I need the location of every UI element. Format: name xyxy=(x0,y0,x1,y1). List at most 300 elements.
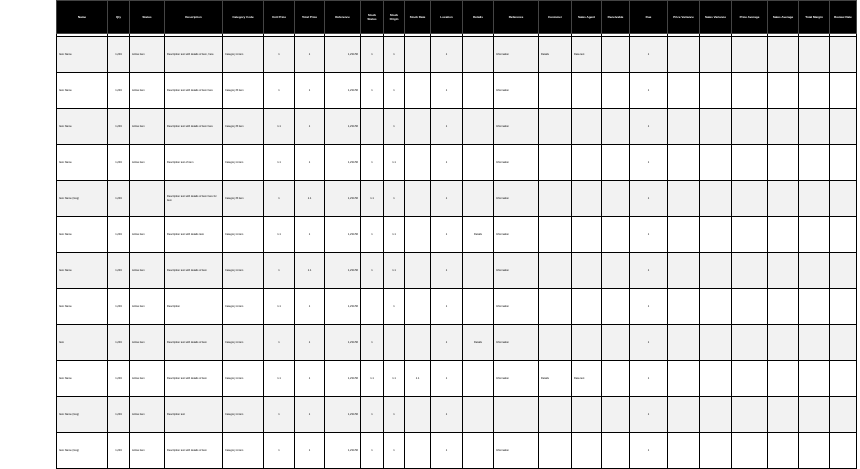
table-cell[interactable] xyxy=(361,109,384,145)
table-cell[interactable]: Item Name xyxy=(57,37,108,73)
table-cell[interactable] xyxy=(361,289,384,325)
table-cell[interactable] xyxy=(539,109,572,145)
column-header[interactable]: Total Price xyxy=(295,1,325,34)
table-cell[interactable]: Description text with details of item here xyxy=(165,109,223,145)
table-cell[interactable]: Information xyxy=(494,37,539,73)
table-cell[interactable]: 1,234 xyxy=(108,145,130,181)
table-cell[interactable]: Description text with details of item xyxy=(165,253,223,289)
table-cell[interactable]: 1 xyxy=(630,253,668,289)
column-header[interactable]: Stock Origin xyxy=(384,1,405,34)
table-cell[interactable] xyxy=(405,109,431,145)
table-cell[interactable] xyxy=(668,289,700,325)
table-cell[interactable]: Information xyxy=(494,361,539,397)
table-cell[interactable] xyxy=(830,145,857,181)
table-cell[interactable]: 1 xyxy=(264,397,295,433)
table-cell[interactable]: 1.1 xyxy=(384,361,405,397)
table-cell[interactable] xyxy=(799,109,830,145)
table-cell[interactable] xyxy=(732,397,768,433)
table-cell[interactable]: 1 xyxy=(361,37,384,73)
table-cell[interactable] xyxy=(405,73,431,109)
table-cell[interactable]: 1.1 xyxy=(264,361,295,397)
table-cell[interactable] xyxy=(602,217,630,253)
table-cell[interactable]: Item Name xyxy=(57,253,108,289)
table-cell[interactable] xyxy=(602,433,630,469)
table-cell[interactable]: Category A item xyxy=(223,217,264,253)
table-cell[interactable] xyxy=(799,433,830,469)
table-cell[interactable]: 1 xyxy=(295,217,325,253)
table-cell[interactable] xyxy=(572,253,602,289)
table-cell[interactable]: 1 xyxy=(630,73,668,109)
table-cell[interactable] xyxy=(668,73,700,109)
table-cell[interactable]: 1 xyxy=(384,181,405,217)
table-cell[interactable]: Description text with details of item xyxy=(165,325,223,361)
table-cell[interactable]: 1 xyxy=(384,73,405,109)
table-row[interactable] xyxy=(57,433,857,469)
table-cell[interactable] xyxy=(572,217,602,253)
table-cell[interactable] xyxy=(463,109,494,145)
table-cell[interactable] xyxy=(799,181,830,217)
table-cell[interactable]: 1 xyxy=(264,181,295,217)
table-cell[interactable]: 1,234.56 xyxy=(325,361,361,397)
table-cell[interactable]: 1.1 xyxy=(361,361,384,397)
table-row[interactable] xyxy=(57,289,857,325)
table-cell[interactable]: 1.1 xyxy=(264,145,295,181)
table-cell[interactable] xyxy=(768,181,799,217)
table-cell[interactable]: 1,234.56 xyxy=(325,73,361,109)
table-cell[interactable] xyxy=(539,145,572,181)
table-cell[interactable]: 1,234.56 xyxy=(325,217,361,253)
table-cell[interactable] xyxy=(768,289,799,325)
table-cell[interactable]: Data text xyxy=(572,361,602,397)
table-cell[interactable] xyxy=(602,37,630,73)
table-cell[interactable] xyxy=(463,145,494,181)
table-cell[interactable] xyxy=(668,109,700,145)
table-cell[interactable] xyxy=(830,361,857,397)
table-cell[interactable]: Information xyxy=(494,109,539,145)
table-cell[interactable]: 1.1 xyxy=(295,181,325,217)
table-cell[interactable]: Active item xyxy=(130,325,165,361)
table-cell[interactable] xyxy=(572,181,602,217)
table-cell[interactable]: Category A item xyxy=(223,37,264,73)
table-cell[interactable]: Information xyxy=(494,289,539,325)
table-cell[interactable]: 1 xyxy=(295,325,325,361)
table-cell[interactable]: 1.1 xyxy=(384,145,405,181)
column-header[interactable]: Reference xyxy=(325,1,361,34)
table-cell[interactable]: 1 xyxy=(295,289,325,325)
table-cell[interactable]: 1 xyxy=(384,289,405,325)
table-cell[interactable]: 1,234 xyxy=(108,181,130,217)
table-cell[interactable] xyxy=(732,109,768,145)
table-row[interactable] xyxy=(57,73,857,109)
table-cell[interactable]: 1,234.56 xyxy=(325,253,361,289)
table-row[interactable] xyxy=(57,397,857,433)
table-cell[interactable] xyxy=(405,217,431,253)
table-cell[interactable]: 1,234.56 xyxy=(325,145,361,181)
column-header[interactable]: Status xyxy=(130,1,165,34)
table-cell[interactable] xyxy=(130,181,165,217)
table-cell[interactable]: Category A item xyxy=(223,397,264,433)
table-cell[interactable] xyxy=(572,325,602,361)
table-cell[interactable] xyxy=(463,181,494,217)
column-header[interactable]: Price Average xyxy=(732,1,768,34)
table-cell[interactable]: Description text with details item xyxy=(165,217,223,253)
table-cell[interactable] xyxy=(572,397,602,433)
table-cell[interactable] xyxy=(768,37,799,73)
table-cell[interactable] xyxy=(572,145,602,181)
table-cell[interactable] xyxy=(602,397,630,433)
table-cell[interactable] xyxy=(602,109,630,145)
table-cell[interactable]: 1 xyxy=(264,325,295,361)
table-cell[interactable]: Details xyxy=(539,361,572,397)
table-cell[interactable]: Active item xyxy=(130,109,165,145)
table-cell[interactable]: 1 xyxy=(384,397,405,433)
table-cell[interactable] xyxy=(700,145,732,181)
table-cell[interactable]: 1,234 xyxy=(108,397,130,433)
table-cell[interactable]: 1 xyxy=(295,397,325,433)
table-cell[interactable] xyxy=(539,289,572,325)
column-header[interactable]: Location xyxy=(431,1,463,34)
table-cell[interactable] xyxy=(668,397,700,433)
table-cell[interactable]: 1 xyxy=(361,433,384,469)
table-cell[interactable]: 1.1 xyxy=(264,289,295,325)
table-cell[interactable]: Category B item xyxy=(223,109,264,145)
table-cell[interactable]: 1.1 xyxy=(384,217,405,253)
table-cell[interactable] xyxy=(463,253,494,289)
table-cell[interactable]: Category B item xyxy=(223,73,264,109)
table-cell[interactable] xyxy=(602,253,630,289)
table-cell[interactable]: 1 xyxy=(630,217,668,253)
table-cell[interactable] xyxy=(768,433,799,469)
table-cell[interactable] xyxy=(572,109,602,145)
table-cell[interactable]: Description text with details of item here for item xyxy=(165,181,223,217)
table-cell[interactable]: 1 xyxy=(384,433,405,469)
table-cell[interactable]: 1 xyxy=(264,37,295,73)
table-cell[interactable] xyxy=(799,37,830,73)
table-cell[interactable] xyxy=(539,73,572,109)
table-cell[interactable]: Details xyxy=(539,37,572,73)
table-cell[interactable] xyxy=(830,325,857,361)
table-cell[interactable] xyxy=(830,433,857,469)
table-cell[interactable] xyxy=(799,325,830,361)
table-cell[interactable] xyxy=(572,433,602,469)
table-cell[interactable] xyxy=(732,145,768,181)
table-cell[interactable] xyxy=(830,73,857,109)
table-cell[interactable] xyxy=(668,253,700,289)
column-header[interactable]: Receivable xyxy=(602,1,630,34)
table-cell[interactable]: Item Name xyxy=(57,289,108,325)
table-cell[interactable] xyxy=(405,289,431,325)
table-cell[interactable]: Item Name (long) xyxy=(57,397,108,433)
table-cell[interactable] xyxy=(830,217,857,253)
table-cell[interactable]: 1.1 xyxy=(384,253,405,289)
table-cell[interactable] xyxy=(830,397,857,433)
table-cell[interactable]: 1 xyxy=(431,73,463,109)
table-cell[interactable] xyxy=(700,73,732,109)
table-cell[interactable]: Information xyxy=(494,145,539,181)
table-cell[interactable] xyxy=(700,433,732,469)
table-cell[interactable]: Active item xyxy=(130,253,165,289)
table-cell[interactable]: 1 xyxy=(264,253,295,289)
table-cell[interactable]: 1 xyxy=(361,217,384,253)
table-cell[interactable]: 1 xyxy=(361,253,384,289)
table-cell[interactable] xyxy=(405,325,431,361)
table-cell[interactable]: Active item xyxy=(130,73,165,109)
table-cell[interactable]: 1.1 xyxy=(264,109,295,145)
table-cell[interactable]: Category A item xyxy=(223,289,264,325)
column-header[interactable]: Due xyxy=(630,1,668,34)
table-cell[interactable]: 1 xyxy=(630,433,668,469)
table-cell[interactable]: 1 xyxy=(295,73,325,109)
table-cell[interactable]: Item Name (long) xyxy=(57,181,108,217)
table-cell[interactable]: Information xyxy=(494,73,539,109)
table-cell[interactable] xyxy=(463,37,494,73)
table-cell[interactable] xyxy=(668,37,700,73)
table-cell[interactable]: 1 xyxy=(361,397,384,433)
table-cell[interactable]: Item Name xyxy=(57,217,108,253)
table-cell[interactable]: 1,234.56 xyxy=(325,397,361,433)
table-cell[interactable]: Description xyxy=(165,289,223,325)
table-cell[interactable] xyxy=(799,361,830,397)
table-row[interactable] xyxy=(57,217,857,253)
table-cell[interactable] xyxy=(539,181,572,217)
table-cell[interactable] xyxy=(602,181,630,217)
table-cell[interactable] xyxy=(700,109,732,145)
column-header[interactable]: Reference xyxy=(494,1,539,34)
table-cell[interactable] xyxy=(732,181,768,217)
table-cell[interactable] xyxy=(700,37,732,73)
table-cell[interactable]: 1 xyxy=(630,109,668,145)
table-cell[interactable] xyxy=(799,217,830,253)
table-cell[interactable] xyxy=(602,289,630,325)
table-cell[interactable]: Description text with details of item xyxy=(165,361,223,397)
table-cell[interactable] xyxy=(494,397,539,433)
table-cell[interactable]: Active item xyxy=(130,217,165,253)
column-header[interactable]: Sales Agent xyxy=(572,1,602,34)
table-cell[interactable]: 1.1 xyxy=(405,361,431,397)
table-row[interactable] xyxy=(57,253,857,289)
table-cell[interactable] xyxy=(405,433,431,469)
table-cell[interactable] xyxy=(830,253,857,289)
table-cell[interactable] xyxy=(463,73,494,109)
table-cell[interactable]: Details xyxy=(463,217,494,253)
column-header[interactable]: Review Date xyxy=(830,1,857,34)
table-cell[interactable]: Category A item xyxy=(223,361,264,397)
table-cell[interactable]: Description text xyxy=(165,397,223,433)
table-cell[interactable]: Item Name xyxy=(57,109,108,145)
table-cell[interactable] xyxy=(463,361,494,397)
table-cell[interactable] xyxy=(768,109,799,145)
table-cell[interactable]: Item Name xyxy=(57,361,108,397)
table-cell[interactable] xyxy=(830,37,857,73)
table-cell[interactable] xyxy=(732,325,768,361)
table-cell[interactable]: 1 xyxy=(630,289,668,325)
table-cell[interactable]: Description text with details of item xyxy=(165,433,223,469)
table-cell[interactable] xyxy=(700,289,732,325)
table-cell[interactable]: 1 xyxy=(630,361,668,397)
column-header[interactable]: Details xyxy=(463,1,494,34)
table-cell[interactable]: 1 xyxy=(361,145,384,181)
column-header[interactable]: Category Code xyxy=(223,1,264,34)
table-cell[interactable]: 1.1 xyxy=(264,217,295,253)
table-cell[interactable] xyxy=(405,37,431,73)
table-cell[interactable]: 1,234 xyxy=(108,325,130,361)
table-cell[interactable] xyxy=(768,217,799,253)
table-cell[interactable]: 1 xyxy=(431,109,463,145)
table-cell[interactable]: 1 xyxy=(431,289,463,325)
column-header[interactable]: Name xyxy=(57,1,108,34)
table-cell[interactable] xyxy=(572,73,602,109)
table-cell[interactable]: 1,234 xyxy=(108,253,130,289)
table-cell[interactable] xyxy=(768,253,799,289)
column-header[interactable]: Qty xyxy=(108,1,130,34)
table-cell[interactable] xyxy=(463,397,494,433)
table-cell[interactable] xyxy=(463,433,494,469)
table-cell[interactable] xyxy=(539,397,572,433)
table-cell[interactable] xyxy=(732,217,768,253)
column-header[interactable]: Unit Price xyxy=(264,1,295,34)
table-cell[interactable] xyxy=(602,325,630,361)
table-cell[interactable] xyxy=(668,361,700,397)
table-cell[interactable]: Active item xyxy=(130,289,165,325)
table-cell[interactable] xyxy=(732,433,768,469)
table-cell[interactable]: 1 xyxy=(630,37,668,73)
table-cell[interactable]: 1,234.56 xyxy=(325,289,361,325)
column-header[interactable]: Sales Variance xyxy=(700,1,732,34)
table-row[interactable] xyxy=(57,145,857,181)
table-cell[interactable]: 1,234.56 xyxy=(325,181,361,217)
table-cell[interactable]: 1,234 xyxy=(108,289,130,325)
table-cell[interactable] xyxy=(732,73,768,109)
table-cell[interactable] xyxy=(405,145,431,181)
table-cell[interactable]: Information xyxy=(494,433,539,469)
table-cell[interactable] xyxy=(768,397,799,433)
column-header[interactable]: Price Variance xyxy=(668,1,700,34)
table-cell[interactable] xyxy=(768,145,799,181)
table-cell[interactable]: 1 xyxy=(431,361,463,397)
table-cell[interactable]: Description text of item xyxy=(165,145,223,181)
table-cell[interactable] xyxy=(830,109,857,145)
table-cell[interactable]: 1 xyxy=(431,145,463,181)
table-cell[interactable]: Active item xyxy=(130,37,165,73)
table-cell[interactable] xyxy=(405,181,431,217)
table-cell[interactable] xyxy=(700,217,732,253)
table-cell[interactable] xyxy=(539,433,572,469)
table-cell[interactable]: Active item xyxy=(130,361,165,397)
table-cell[interactable]: Description text with details of item, here xyxy=(165,37,223,73)
column-header[interactable]: Sales Average xyxy=(768,1,799,34)
table-cell[interactable]: 1,234.56 xyxy=(325,37,361,73)
table-cell[interactable]: 1.1 xyxy=(295,253,325,289)
table-cell[interactable] xyxy=(732,37,768,73)
table-cell[interactable]: Active item xyxy=(130,433,165,469)
table-cell[interactable] xyxy=(768,325,799,361)
column-header[interactable]: Customer xyxy=(539,1,572,34)
table-row[interactable] xyxy=(57,325,857,361)
table-cell[interactable]: 1 xyxy=(295,109,325,145)
table-cell[interactable]: 1 xyxy=(384,109,405,145)
table-cell[interactable] xyxy=(602,361,630,397)
table-cell[interactable]: 1 xyxy=(431,433,463,469)
table-cell[interactable] xyxy=(539,253,572,289)
table-cell[interactable] xyxy=(799,289,830,325)
column-header[interactable]: Stock Status xyxy=(361,1,384,34)
table-cell[interactable] xyxy=(700,361,732,397)
table-row[interactable] xyxy=(57,181,857,217)
table-cell[interactable]: 1,234 xyxy=(108,109,130,145)
table-cell[interactable]: 1 xyxy=(431,181,463,217)
table-cell[interactable]: Active item xyxy=(130,145,165,181)
table-row[interactable] xyxy=(57,361,857,397)
table-cell[interactable]: Item Name xyxy=(57,73,108,109)
table-row[interactable] xyxy=(57,37,857,73)
table-cell[interactable]: 1 xyxy=(431,37,463,73)
table-cell[interactable]: 1 xyxy=(384,37,405,73)
table-cell[interactable] xyxy=(668,217,700,253)
table-cell[interactable]: Category A item xyxy=(223,253,264,289)
table-cell[interactable] xyxy=(384,325,405,361)
table-cell[interactable] xyxy=(700,325,732,361)
table-cell[interactable]: 1 xyxy=(431,217,463,253)
table-cell[interactable]: Information xyxy=(494,181,539,217)
table-cell[interactable] xyxy=(700,181,732,217)
table-cell[interactable] xyxy=(799,253,830,289)
table-cell[interactable] xyxy=(799,73,830,109)
table-cell[interactable]: Details xyxy=(463,325,494,361)
table-cell[interactable]: Item xyxy=(57,325,108,361)
table-cell[interactable]: 1 xyxy=(431,325,463,361)
table-cell[interactable]: 1,234 xyxy=(108,217,130,253)
table-cell[interactable] xyxy=(732,361,768,397)
table-cell[interactable] xyxy=(668,433,700,469)
table-cell[interactable]: 1,234.56 xyxy=(325,109,361,145)
column-header[interactable]: Description xyxy=(165,1,223,34)
table-cell[interactable]: Active item xyxy=(130,397,165,433)
table-cell[interactable] xyxy=(799,397,830,433)
table-cell[interactable]: 1,234.56 xyxy=(325,433,361,469)
table-cell[interactable] xyxy=(830,181,857,217)
table-cell[interactable]: 1 xyxy=(295,361,325,397)
table-cell[interactable]: 1 xyxy=(630,181,668,217)
table-cell[interactable]: 1 xyxy=(361,73,384,109)
table-cell[interactable] xyxy=(539,325,572,361)
table-cell[interactable]: Information xyxy=(494,217,539,253)
table-cell[interactable]: 1,234 xyxy=(108,73,130,109)
table-cell[interactable] xyxy=(668,181,700,217)
table-cell[interactable]: Item Name xyxy=(57,145,108,181)
table-cell[interactable] xyxy=(830,289,857,325)
column-header[interactable]: Stock Date xyxy=(405,1,431,34)
table-cell[interactable]: Information xyxy=(494,253,539,289)
table-cell[interactable] xyxy=(668,145,700,181)
table-cell[interactable]: 1,234.56 xyxy=(325,325,361,361)
table-cell[interactable] xyxy=(602,145,630,181)
table-cell[interactable]: Category A item xyxy=(223,145,264,181)
table-cell[interactable] xyxy=(732,289,768,325)
table-row[interactable] xyxy=(57,109,857,145)
table-cell[interactable]: 1 xyxy=(264,73,295,109)
table-cell[interactable] xyxy=(539,217,572,253)
table-cell[interactable] xyxy=(405,253,431,289)
table-cell[interactable]: Information xyxy=(494,325,539,361)
table-cell[interactable]: 1 xyxy=(630,397,668,433)
table-cell[interactable] xyxy=(732,253,768,289)
table-cell[interactable]: 1 xyxy=(295,37,325,73)
table-cell[interactable]: 1,234 xyxy=(108,37,130,73)
table-cell[interactable]: 1.1 xyxy=(361,181,384,217)
table-cell[interactable] xyxy=(668,325,700,361)
table-cell[interactable] xyxy=(700,253,732,289)
table-cell[interactable]: Category A item xyxy=(223,433,264,469)
